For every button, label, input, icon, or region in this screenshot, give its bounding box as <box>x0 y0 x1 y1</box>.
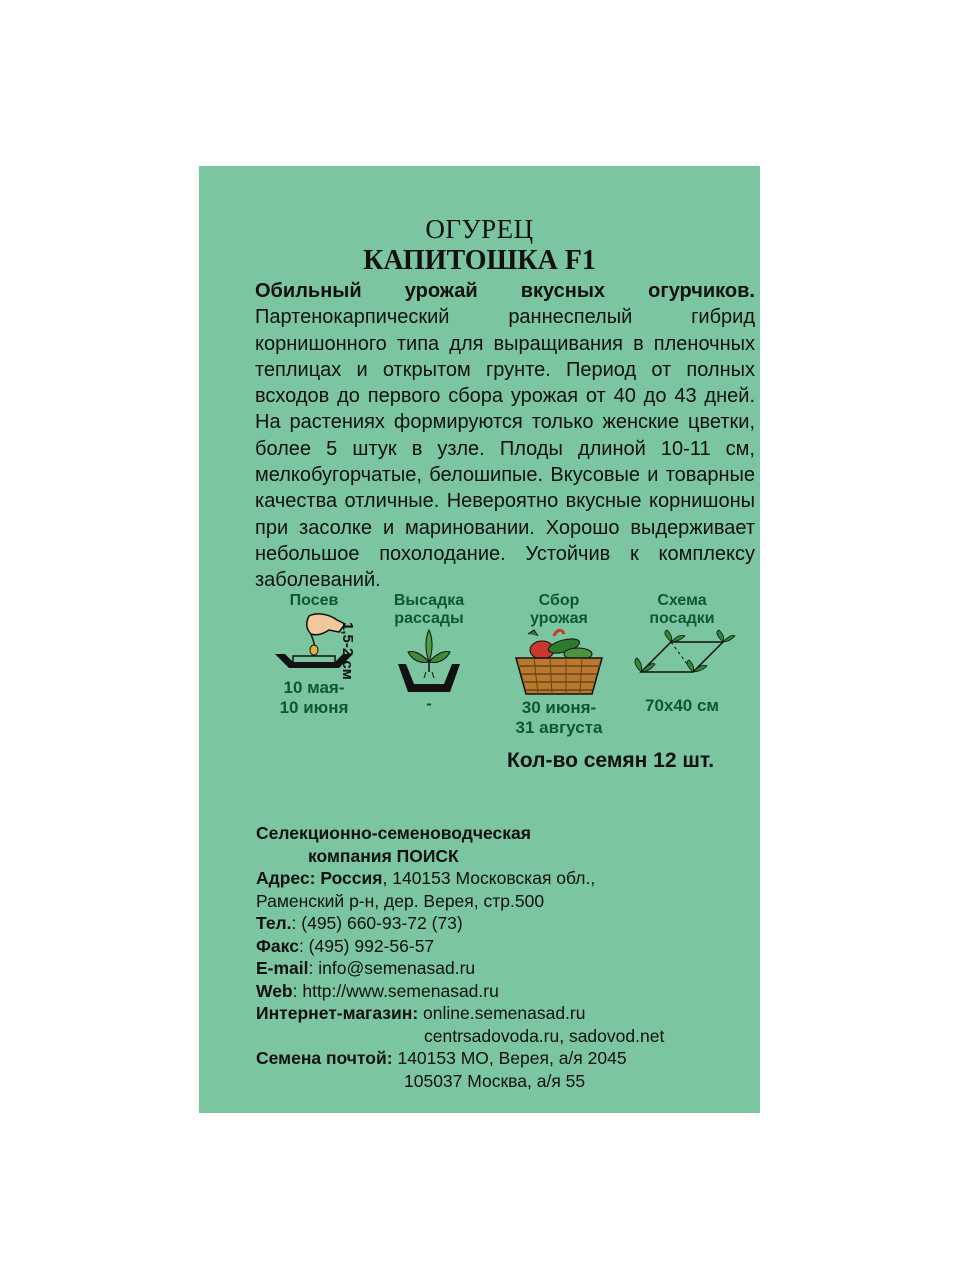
seed-packet-back <box>199 166 760 1113</box>
sowing-date-start: 10 мая- <box>283 678 345 697</box>
fax-value: : (495) 992-56-57 <box>298 935 435 956</box>
harvest-label-1: Сбор <box>538 592 580 609</box>
scheme-label-1: Схема <box>657 592 707 609</box>
company-address <box>256 867 664 890</box>
fax-label: Факс <box>256 935 299 956</box>
company-web <box>256 980 664 1003</box>
harvest-label-2: урожая <box>530 610 588 627</box>
seedling-pot-icon <box>384 628 474 694</box>
company-phone <box>256 912 664 935</box>
transplant-block <box>384 592 474 714</box>
description-body: Партенокарпический раннеспелый гибрид корнишонного типа для выращивания в пленочных теплицах и открытом грунте. Период от полных всходов до первого сбора урожая от 40 до 43 дней. На растениях формируются только женские цветки, более 5 штук в узле. Плоды длиной 10-11 см, мелкобугорчатые, белошипые. Вкусовые и товарные качества отличные. Невероятно вкусные корнишоны при засолке и мариновании. Хорошо выдерживает небольшое похолодание. Устойчив к комплексу заболеваний. <box>255 306 755 592</box>
sowing-label: Посев <box>289 592 339 609</box>
harvest-date-start: 30 июня- <box>521 698 597 717</box>
vegetable-basket-icon <box>504 628 614 698</box>
product-name: КАПИТОШКА F1 <box>363 245 596 276</box>
company-shop <box>256 1002 664 1025</box>
description-lead: Обильный урожай вкусных огурчиков. <box>255 280 755 302</box>
scheme-block <box>627 592 737 716</box>
sowing-date-end: 10 июня <box>279 698 349 717</box>
company-address-2: Раменский р-н, дер. Верея, стр.500 <box>256 890 545 911</box>
seed-count: Кол-во семян 12 шт. <box>507 749 715 772</box>
company-mail-order <box>256 1047 664 1070</box>
mail-label: Семена почтой: <box>256 1048 393 1068</box>
web-value: : http://www.semenasad.ru <box>292 980 499 1001</box>
product-description <box>255 278 755 594</box>
company-mail-order-2: 105037 Москва, а/я 55 <box>404 1070 586 1091</box>
transplant-date: - <box>426 694 432 713</box>
company-name-2: компания ПОИСК <box>308 845 459 866</box>
planting-scheme-icon <box>627 628 737 682</box>
email-value: : info@semenasad.ru <box>308 958 476 978</box>
email-label: E-mail <box>256 958 309 978</box>
phone-label: Тел. <box>256 913 292 933</box>
company-shop-2: centrsadovoda.ru, sadovod.net <box>424 1025 665 1046</box>
company-email <box>256 957 664 980</box>
address-value: , 140153 Московская обл., <box>382 868 596 888</box>
phone-value: : (495) 660-93-72 (73) <box>291 913 463 933</box>
harvest-block <box>504 592 614 738</box>
address-label: Адрес: Россия <box>256 868 383 888</box>
company-fax <box>256 935 664 958</box>
sowing-depth: 1,5-2 см <box>339 622 356 680</box>
shop-label: Интернет-магазин: <box>256 1003 419 1023</box>
product-type: ОГУРЕЦ <box>425 214 534 244</box>
transplant-label-1: Высадка <box>393 592 465 609</box>
company-info <box>256 822 664 1092</box>
transplant-label-2: рассады <box>394 610 464 627</box>
web-label: Web <box>256 980 293 1001</box>
company-name-1: Селекционно-семеноводческая <box>256 823 531 843</box>
scheme-spacing: 70x40 см <box>644 696 720 715</box>
scheme-label-2: посадки <box>649 610 715 627</box>
shop-value-1: online.semenasad.ru <box>418 1003 586 1023</box>
mail-value-1: 140153 МО, Верея, а/я 2045 <box>392 1048 627 1068</box>
harvest-date-end: 31 августа <box>515 718 603 737</box>
